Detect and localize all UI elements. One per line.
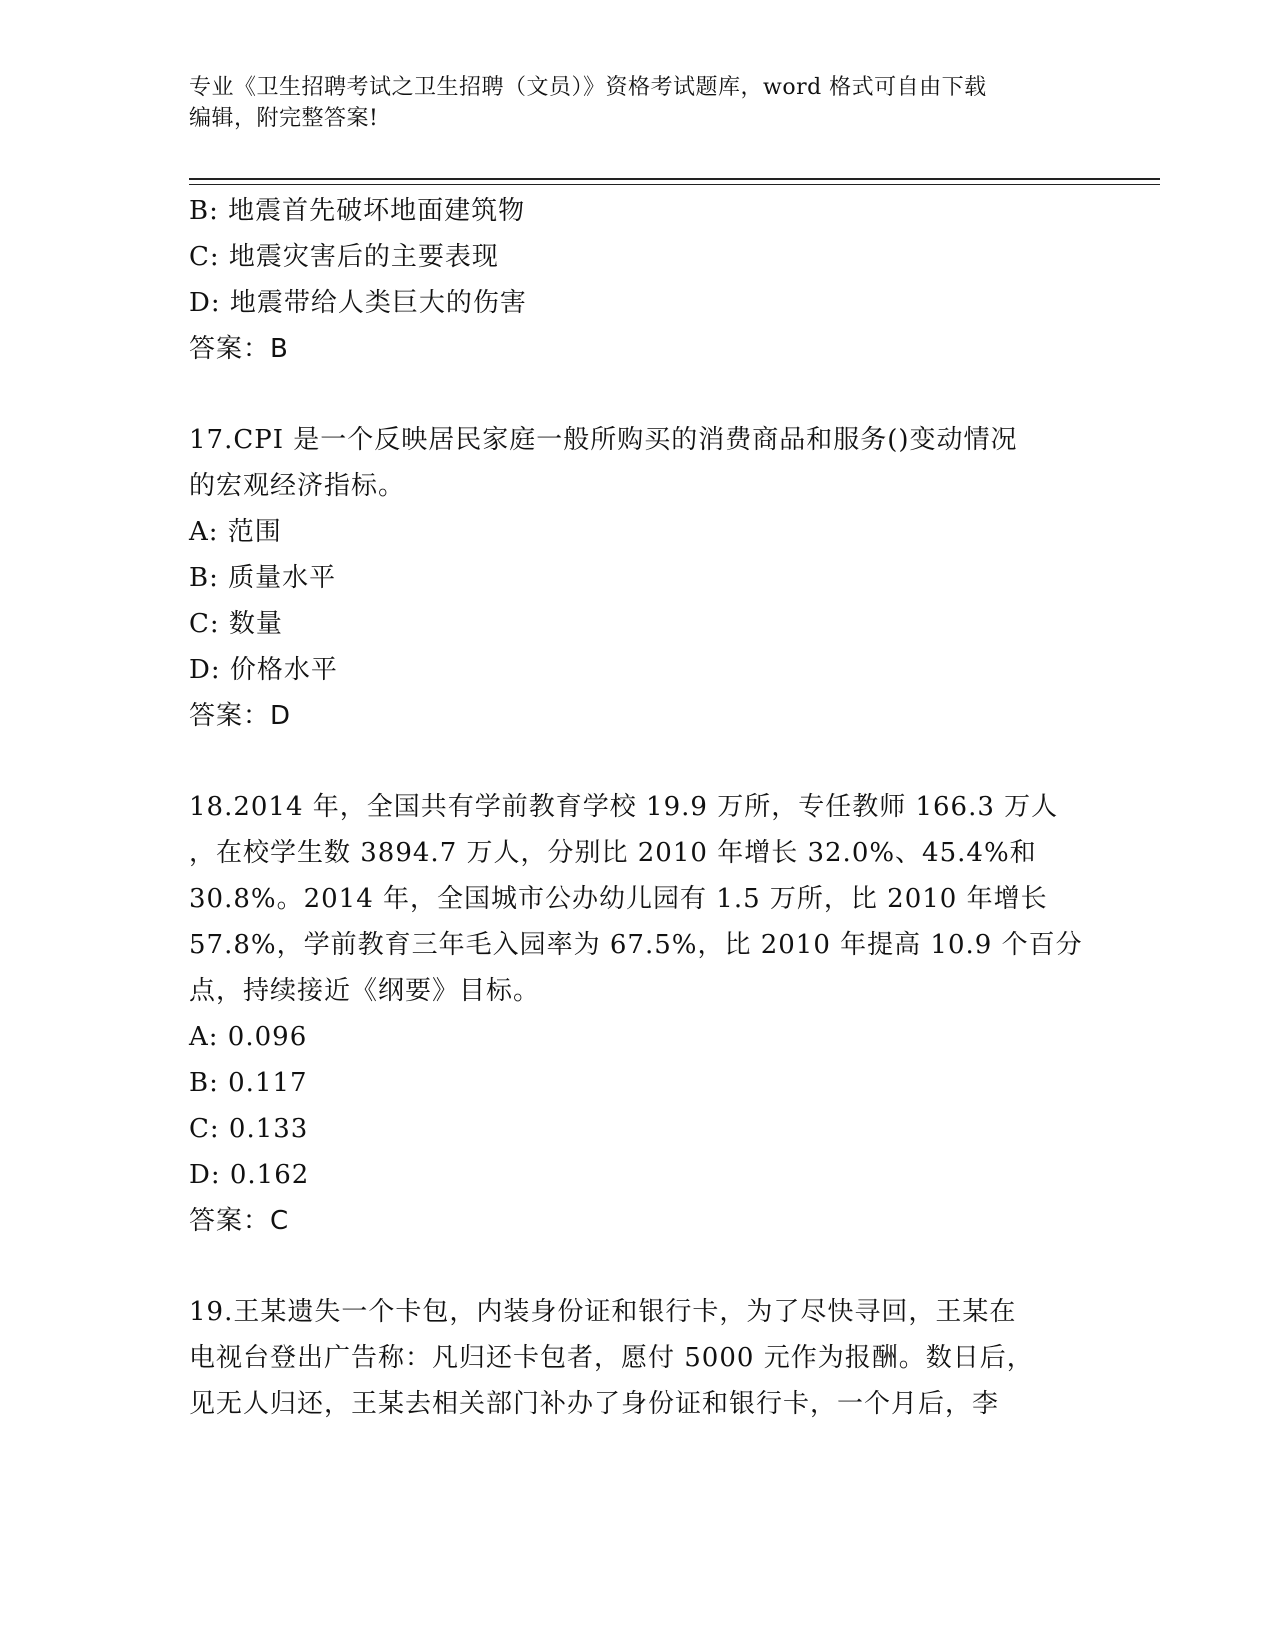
question-18-answer: 答案：C [189,1206,290,1236]
question-16-option-c: C: 地震灾害后的主要表现 [189,242,499,272]
question-18-stem-line-4: 57.8%，学前教育三年毛入园率为 67.5%，比 2010 年提高 10.9 个百分 [189,930,1083,960]
question-16-block [189,188,1089,372]
question-17-option-a: A: 范围 [189,517,282,547]
question-17-stem-line-1: 17.CPI 是一个反映居民家庭一般所购买的消费商品和服务()变动情况 [189,425,1018,455]
question-18-option-d: D: 0.162 [189,1160,310,1190]
question-18-option-b: B: 0.117 [189,1068,308,1098]
question-18-stem-line-3: 30.8%。2014 年，全国城市公办幼儿园有 1.5 万所，比 2010 年增长 [189,884,1048,914]
question-18-option-c: C: 0.133 [189,1114,309,1144]
header-line-2: 编辑，附完整答案! [189,106,379,131]
question-16-answer: 答案：B [189,334,289,364]
question-17-block [189,417,1089,739]
question-17-stem-line-2: 的宏观经济指标。 [189,471,406,501]
question-19-stem-line-3: 见无人归还，王某去相关部门补办了身份证和银行卡，一个月后，李 [189,1389,1000,1419]
question-17-answer: 答案：D [189,701,292,731]
document-header [189,72,1069,134]
question-18-stem-line-5: 点，持续接近《纲要》目标。 [189,976,541,1006]
header-line-1: 专业《卫生招聘考试之卫生招聘（文员）》资格考试题库，word 格式可自由下载 [189,75,987,100]
question-18-stem-line-2: ，在校学生数 3894.7 万人，分别比 2010 年增长 32.0%、45.4%和 [189,838,1037,868]
document-body [189,188,1089,1427]
header-rule-bottom [189,184,1160,185]
question-19-stem-line-1: 19.王某遗失一个卡包，内装身份证和银行卡，为了尽快寻回，王某在 [189,1297,1017,1327]
question-18-option-a: A: 0.096 [189,1022,308,1052]
question-18-block [189,784,1089,1244]
question-16-option-b: B: 地震首先破坏地面建筑物 [189,196,526,226]
question-17-option-b: B: 质量水平 [189,563,337,593]
question-19-block [189,1289,1089,1427]
question-19-stem-line-2: 电视台登出广告称：凡归还卡包者，愿付 5000 元作为报酬。数日后， [189,1343,1034,1373]
question-17-option-c: C: 数量 [189,609,283,639]
question-17-option-d: D: 价格水平 [189,655,338,685]
question-16-option-d: D: 地震带给人类巨大的伤害 [189,288,527,318]
question-18-stem-line-1: 18.2014 年，全国共有学前教育学校 19.9 万所，专任教师 166.3 万人 [189,792,1059,822]
header-rule-top [189,178,1160,180]
